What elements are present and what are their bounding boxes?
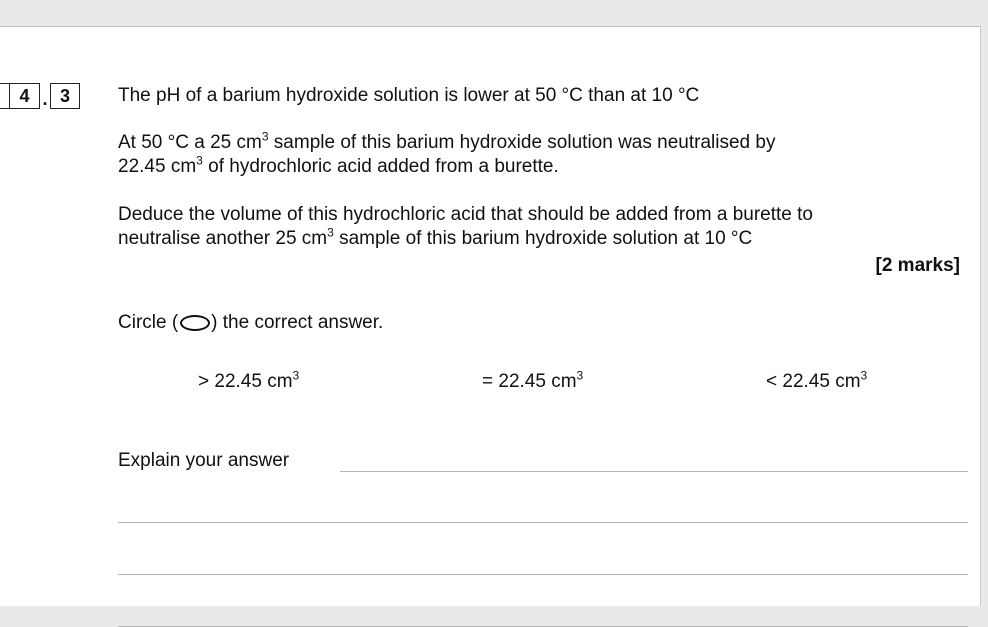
context-text-3: 22.45 cm bbox=[118, 156, 197, 177]
task-text-3: sample of this barium hydroxide solution at 10 °C bbox=[333, 228, 753, 249]
exam-page bbox=[0, 26, 981, 606]
superscript: 3 bbox=[196, 153, 203, 168]
option-label: > 22.45 cm bbox=[198, 371, 293, 392]
question-number-digit-box bbox=[10, 83, 40, 109]
superscript: 3 bbox=[576, 368, 584, 383]
instruction-before: Circle ( bbox=[118, 312, 179, 333]
superscript: 3 bbox=[261, 129, 269, 144]
question-number-separator: . bbox=[42, 89, 48, 109]
question-number-digit: 4 bbox=[19, 85, 30, 106]
task-text-2: neutralise another 25 cm bbox=[118, 228, 328, 249]
question-intro bbox=[118, 84, 699, 108]
question-context bbox=[118, 131, 775, 179]
explain-label: Explain your answer bbox=[118, 450, 290, 471]
answer-option-less[interactable] bbox=[766, 370, 867, 394]
answer-line[interactable] bbox=[118, 522, 968, 523]
answer-option-greater[interactable] bbox=[198, 370, 299, 394]
superscript: 3 bbox=[292, 368, 300, 383]
context-text-1: At 50 °C a 25 cm bbox=[118, 132, 262, 153]
instruction-after: ) the correct answer. bbox=[211, 312, 384, 333]
answer-line[interactable] bbox=[118, 574, 968, 575]
marks-label: [2 marks] bbox=[875, 255, 960, 276]
option-label: < 22.45 cm bbox=[766, 371, 861, 392]
option-label: = 22.45 cm bbox=[482, 371, 577, 392]
context-text-4: of hydrochloric acid added from a burette. bbox=[202, 156, 559, 177]
question-number bbox=[0, 83, 80, 109]
answer-option-equal[interactable] bbox=[482, 370, 583, 394]
question-task bbox=[118, 203, 813, 251]
answer-line[interactable] bbox=[340, 471, 968, 472]
question-part-digit-box bbox=[50, 83, 80, 109]
intro-text: The pH of a barium hydroxide solution is lower at 50 °C than at 10 °C bbox=[118, 85, 700, 106]
task-text-1: Deduce the volume of this hydrochloric acid that should be added from a burette to bbox=[118, 204, 813, 225]
context-text-2: sample of this barium hydroxide solution was neutralised by bbox=[268, 132, 776, 153]
oval-icon bbox=[180, 315, 210, 331]
question-number-prefix-box bbox=[0, 83, 10, 109]
question-part-digit: 3 bbox=[59, 85, 70, 106]
superscript: 3 bbox=[327, 225, 334, 240]
circle-instruction bbox=[118, 311, 383, 335]
superscript: 3 bbox=[860, 368, 868, 383]
